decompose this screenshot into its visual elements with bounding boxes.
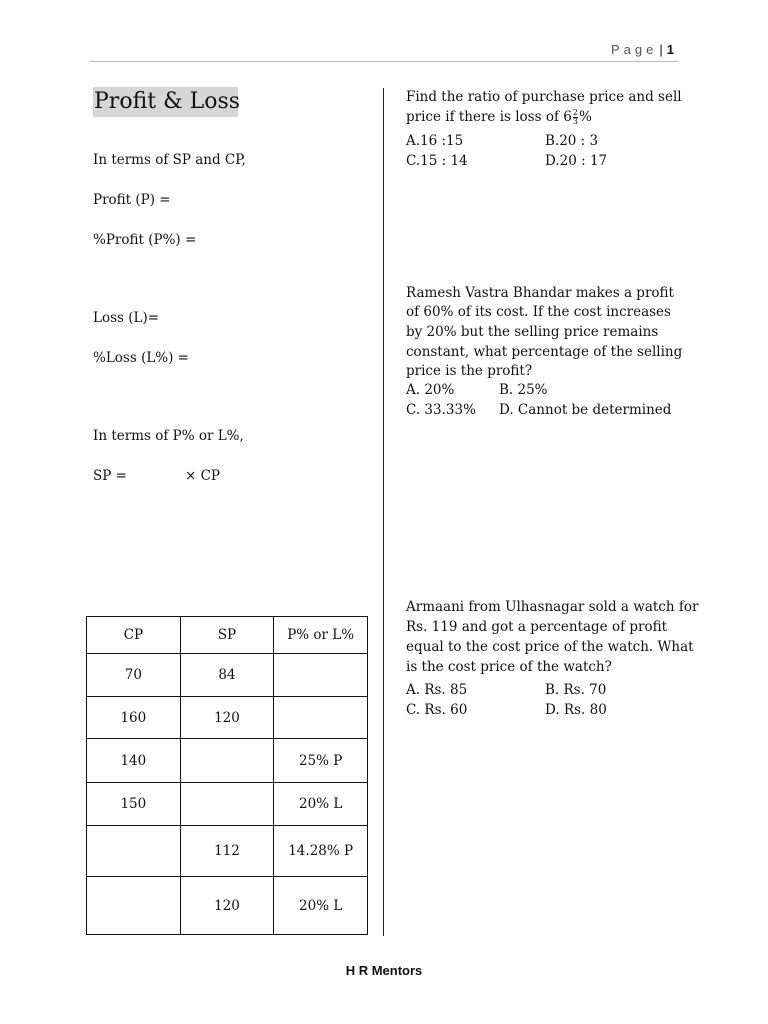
fraction-denominator: 3 [572, 117, 578, 126]
question-1-line: Find the ratio of purchase price and sell [406, 89, 682, 105]
table-row [87, 826, 368, 877]
question-1-option-d: D.20 : 17 [545, 153, 608, 169]
question-3-option-b: B. Rs. 70 [545, 682, 607, 698]
question-1-option-b: B.20 : 3 [545, 133, 599, 149]
question-1-option-a: A.16 :15 [406, 133, 464, 149]
question-3-line: Armaani from Ulhasnagar sold a watch for [406, 599, 699, 615]
terms-pl-text: In terms of P% or L%, [93, 428, 244, 444]
table-cell [274, 697, 368, 739]
page-number: 1 [666, 42, 674, 57]
page-label: Page [611, 42, 658, 57]
table-cell [180, 739, 274, 783]
table-cell: 140 [87, 739, 181, 783]
table-cell: 150 [87, 783, 181, 826]
question-1-frac-suffix: % [578, 109, 592, 125]
column-divider [383, 88, 384, 936]
table-row [87, 739, 368, 783]
question-3-line: equal to the cost price of the watch. What [406, 639, 694, 655]
question-2-option-d: D. Cannot be determined [499, 402, 672, 418]
table-cell [87, 826, 181, 877]
table-cell [87, 877, 181, 935]
header-rule [90, 61, 678, 62]
table-cell: 112 [180, 826, 274, 877]
question-3-option-c: C. Rs. 60 [406, 702, 468, 718]
question-3-line: Rs. 119 and got a percentage of profit [406, 619, 668, 635]
question-1-option-c: C.15 : 14 [406, 153, 468, 169]
question-2-line: by 20% but the selling price remains [406, 324, 659, 340]
question-3-option-a: A. Rs. 85 [406, 682, 468, 698]
table-cell: 25% P [274, 739, 368, 783]
question-2-option-c: C. 33.33% [406, 402, 476, 418]
table-cell: 20% L [274, 783, 368, 826]
table-header-pl: P% or L% [274, 617, 368, 654]
loss-formula: Loss (L)= [93, 310, 160, 326]
table-cell: 20% L [274, 877, 368, 935]
question-2-line: Ramesh Vastra Bhandar makes a profit [406, 285, 674, 301]
table-cell [274, 654, 368, 697]
question-3-option-d: D. Rs. 80 [545, 702, 607, 718]
table-cell: 120 [180, 697, 274, 739]
page-header [611, 42, 674, 57]
page-title: Profit & Loss [93, 87, 238, 117]
percent-loss-formula: %Loss (L%) = [93, 350, 189, 366]
sp-formula-left: SP = [93, 468, 127, 484]
table-row [87, 654, 368, 697]
table-header-sp: SP [180, 617, 274, 654]
terms-sp-cp-text: In terms of SP and CP, [93, 152, 246, 168]
footer-text: H R Mentors [345, 963, 423, 978]
table-row [87, 783, 368, 826]
question-2-option-b: B. 25% [499, 382, 548, 398]
table-cell: 70 [87, 654, 181, 697]
question-3-line: is the cost price of the watch? [406, 659, 612, 675]
fraction-numerator: 2 [572, 108, 578, 117]
page-separator: | [659, 42, 663, 57]
table-cell: 160 [87, 697, 181, 739]
profit-loss-table [86, 616, 368, 935]
table-cell: 120 [180, 877, 274, 935]
question-2-option-a: A. 20% [406, 382, 455, 398]
table-row [87, 697, 368, 739]
table-cell: 14.28% P [274, 826, 368, 877]
table-cell: 84 [180, 654, 274, 697]
question-2-line: price is the profit? [406, 363, 533, 379]
question-2-line: constant, what percentage of the selling [406, 344, 683, 360]
question-1-frac-line [406, 108, 592, 128]
table-cell [180, 783, 274, 826]
sp-formula-right: × CP [185, 468, 221, 484]
table-row [87, 877, 368, 935]
question-1-frac-prefix: price if there is loss of 6 [406, 109, 572, 125]
question-2-line: of 60% of its cost. If the cost increases [406, 304, 671, 320]
profit-formula: Profit (P) = [93, 192, 171, 208]
table-header-cp: CP [87, 617, 181, 654]
mixed-fraction [573, 109, 578, 126]
percent-profit-formula: %Profit (P%) = [93, 232, 197, 248]
table-header-row [87, 617, 368, 654]
